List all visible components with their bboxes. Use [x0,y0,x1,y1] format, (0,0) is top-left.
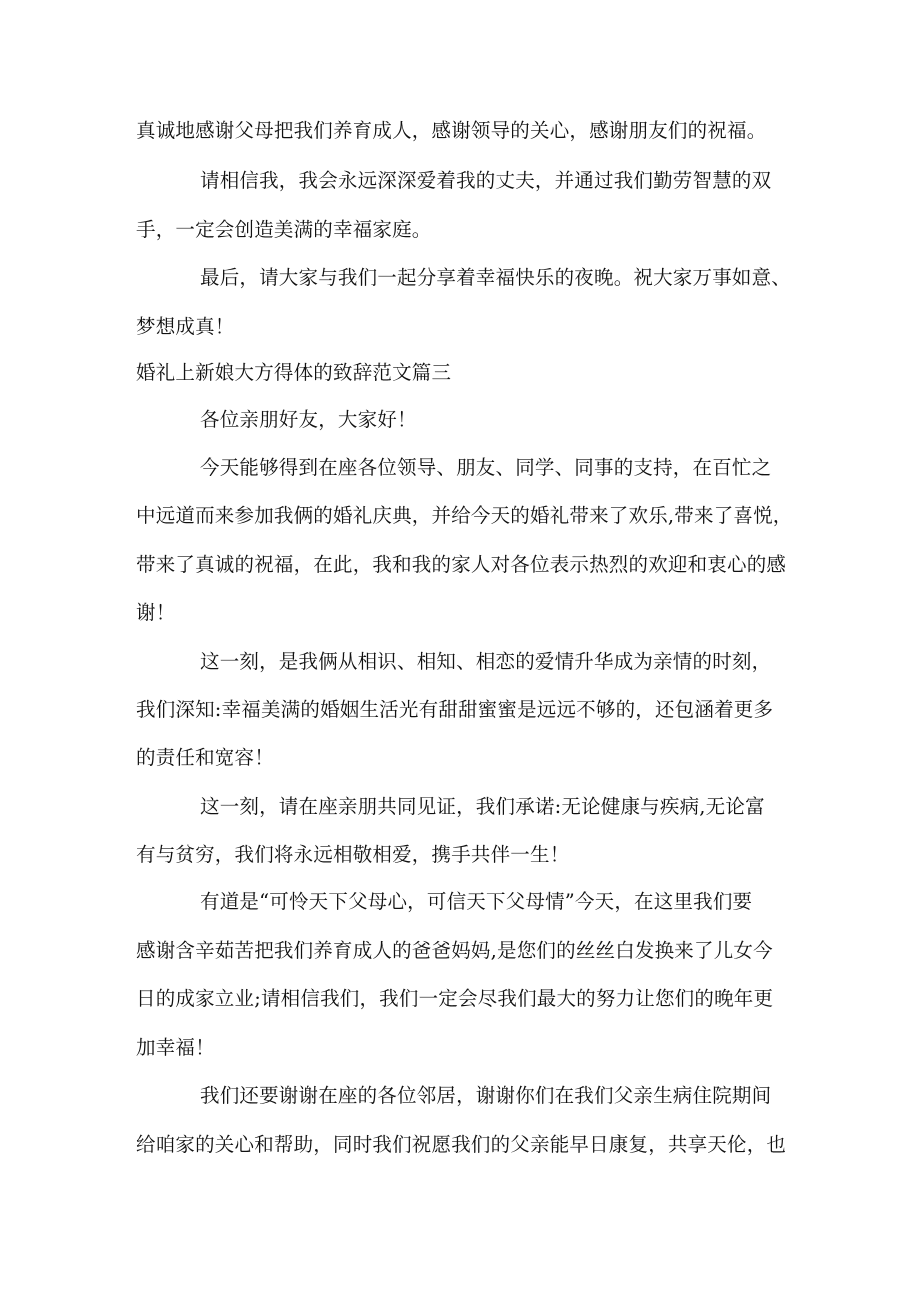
text-line: 这一刻，请在座亲朋共同见证，我们承诺:无论健康与疾病,无论富 [200,795,765,818]
text-line: 给咱家的关心和帮助，同时我们祝愿我们的父亲能早日康复，共享天伦，也 [136,1133,787,1156]
text-line: 梦想成真！ [136,315,235,338]
text-line: 各位亲朋好友，大家好！ [200,408,417,431]
text-line: 有与贫穷，我们将永远相敬相爱，携手共伴一生！ [136,843,570,866]
text-line: 今天能够得到在座各位领导、朋友、同学、同事的支持，在百忙之 [200,456,772,479]
text-line: 我们还要谢谢在座的各位邻居，谢谢你们在我们父亲生病住院期间 [200,1084,772,1107]
text-line: 带来了真诚的祝福，在此，我和我的家人对各位表示热烈的欢迎和衷心的感 [136,553,787,576]
text-line: 我们深知:幸福美满的婚姻生活光有甜甜蜜蜜是远远不够的，还包涵着更多 [136,698,774,721]
text-line: 最后，请大家与我们一起分享着幸福快乐的夜晚。祝大家万事如意、 [200,266,792,289]
section-heading: 婚礼上新娘大方得体的致辞范文篇三 [136,361,452,384]
text-line: 谢！ [136,601,176,624]
text-line: 有道是“可怜天下父母心，可信天下父母情”今天，在这里我们要 [200,890,753,913]
text-line: 请相信我，我会永远深深爱着我的丈夫，并通过我们勤劳智慧的双 [200,169,772,192]
text-line: 中远道而来参加我俩的婚礼庆典，并给今天的婚礼带来了欢乐,带来了喜悦， [136,504,793,527]
text-line: 这一刻，是我俩从相识、相知、相恋的爱情升华成为亲情的时刻， [200,650,772,673]
text-line: 日的成家立业;请相信我们，我们一定会尽我们最大的努力让您们的晚年更 [136,987,774,1010]
text-line: 手，一定会创造美满的幸福家庭。 [136,218,432,241]
text-line: 感谢含辛茹苦把我们养育成人的爸爸妈妈,是您们的丝丝白发换来了儿女今 [136,939,773,962]
text-line: 的责任和宽容！ [136,746,274,769]
text-line: 真诚地感谢父母把我们养育成人，感谢领导的关心，感谢朋友们的祝福。 [136,119,767,142]
text-line: 加幸福！ [136,1036,215,1059]
